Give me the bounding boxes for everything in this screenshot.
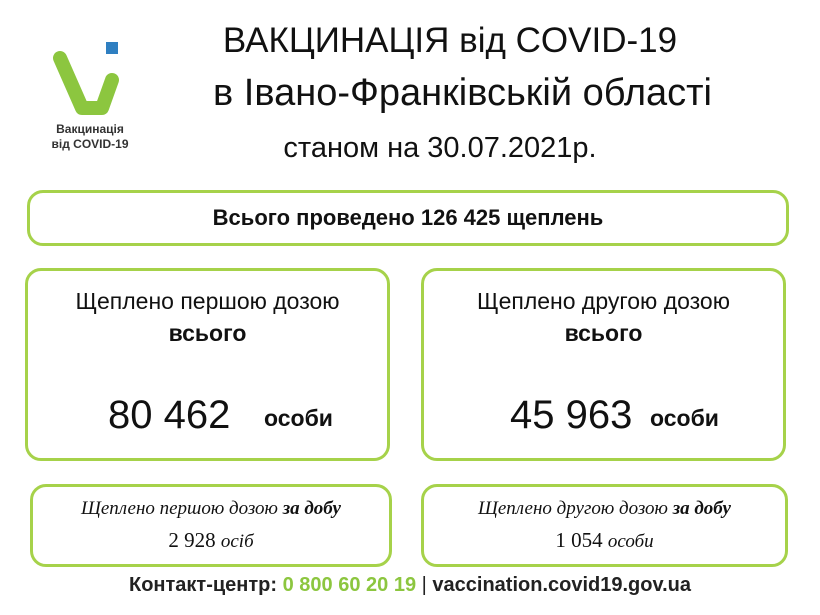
report-date: станом на 30.07.2021р. <box>283 132 597 164</box>
daily-second-dose-unit: особи <box>607 531 654 552</box>
first-dose-unit: особи <box>264 405 333 431</box>
first-dose-label: Щеплено першою дозою <box>75 288 340 314</box>
second-dose-panel <box>421 268 786 461</box>
second-dose-sublabel: всього <box>564 320 643 346</box>
logo-line-2: від COVID-19 <box>51 137 129 151</box>
daily-first-dose-value: 2 928 <box>168 528 216 552</box>
second-dose-unit: особи <box>650 405 719 431</box>
second-dose-value: 45 963 <box>510 393 633 437</box>
daily-second-dose-label <box>424 497 785 521</box>
contact-phone-link[interactable]: 0 800 60 20 19 <box>282 574 417 596</box>
logo-line-1: Вакцинація <box>56 122 124 136</box>
daily-second-dose-value: 1 054 <box>555 528 603 552</box>
page-title: ВАКЦИНАЦІЯ від COVID-19 <box>222 21 678 60</box>
website-link[interactable]: vaccination.covid19.gov.ua <box>432 574 692 596</box>
daily-first-dose-unit: осіб <box>220 531 254 552</box>
total-vaccinations-panel <box>27 190 789 246</box>
daily-first-dose-label <box>33 497 389 521</box>
daily-first-dose-value-row <box>33 527 389 555</box>
daily-first-dose-label-text: Щеплено першою дозою <box>81 498 278 519</box>
first-dose-panel <box>25 268 390 461</box>
total-vaccinations-text: Всього проведено 126 425 щеплень <box>212 205 604 230</box>
second-dose-label: Щеплено другою дозою <box>477 288 730 314</box>
page-subtitle: в Івано-Франківській області <box>213 72 712 114</box>
daily-second-dose-label-text: Щеплено другою дозою <box>478 498 668 519</box>
vaccination-logo <box>30 40 150 160</box>
daily-second-dose-panel <box>421 484 788 567</box>
logo-caption <box>30 122 150 152</box>
contact-label: Контакт-центр: <box>128 574 278 596</box>
first-dose-sublabel: всього <box>168 320 247 346</box>
daily-second-dose-label-bold: за добу <box>672 498 731 519</box>
first-dose-value: 80 462 <box>108 393 231 437</box>
contact-footer <box>0 571 820 599</box>
daily-second-dose-value-row <box>424 527 785 555</box>
daily-first-dose-panel <box>30 484 392 567</box>
daily-first-dose-label-bold: за добу <box>282 498 341 519</box>
v-checkmark-icon <box>50 40 130 120</box>
footer-separator: | <box>421 574 427 596</box>
